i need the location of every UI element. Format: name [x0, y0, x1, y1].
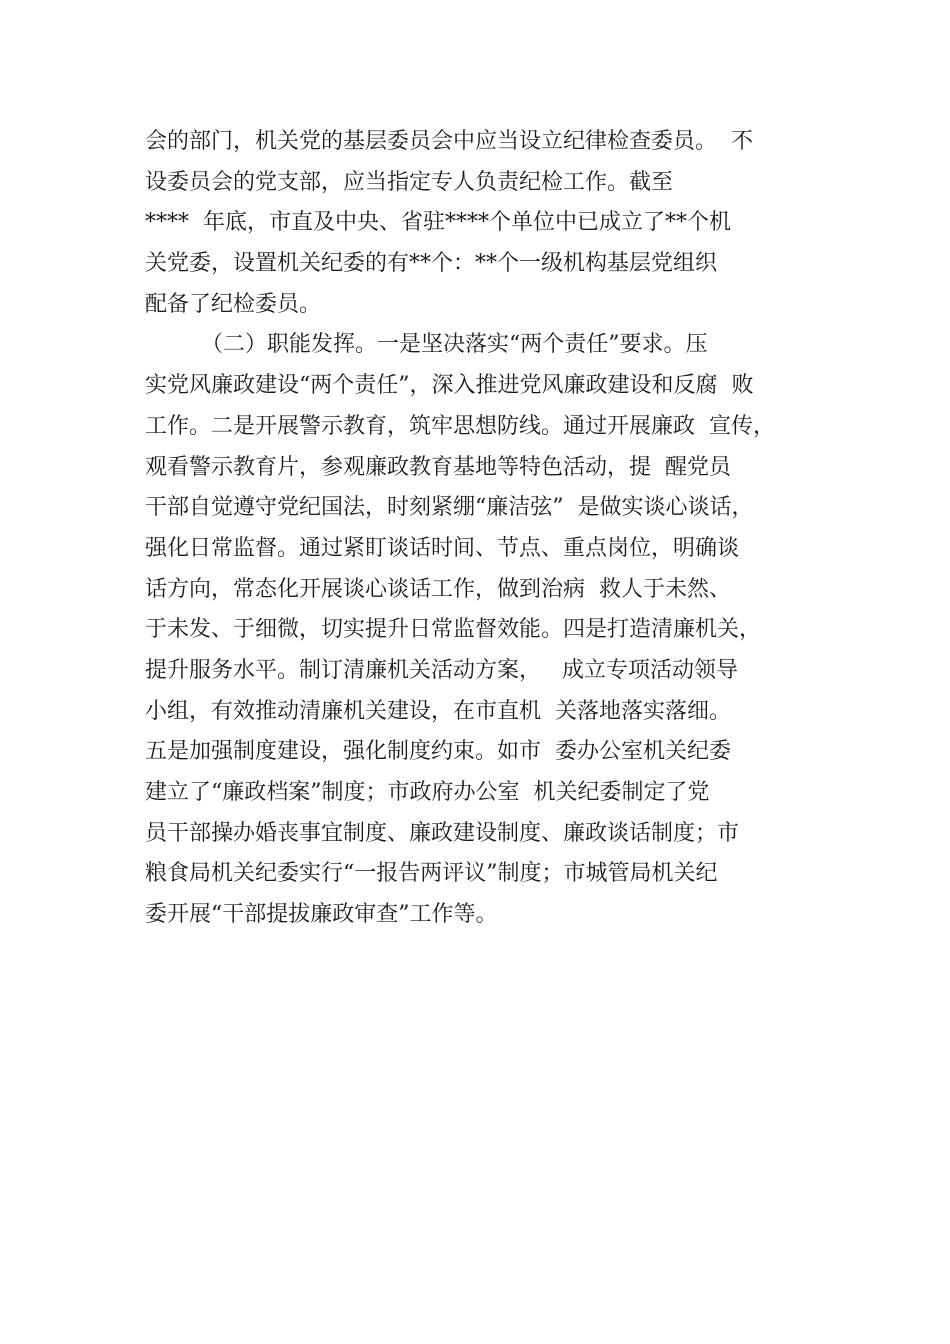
text-line-12: 话方向，常态化开展谈心谈话工作，做到治病 救人于未然、: [145, 576, 731, 602]
body-text: [145, 122, 845, 936]
text-line-17: 建立了“廉政档案”制度；市政府办公室 机关纪委制定了党: [145, 780, 710, 805]
text-line-14: 提升服务水平。制订清廉机关活动方案， 成立专项活动领导: [145, 657, 738, 683]
text-line-16: 五是加强制度建设，强化制度约束。如市 委办公室机关纪委: [145, 739, 731, 765]
text-line-4: 关党委，设置机关纪委的有**个：**个一级机构基层党组织: [145, 251, 718, 277]
text-line-13: 于未发、于细微，切实提升日常监督效能。四是打造清廉机关，: [145, 617, 762, 643]
text-line-1: 会的部门，机关党的基层委员会中应当设立纪律检查委员。 不: [145, 129, 753, 154]
text-line-9: 观看警示教育片，参观廉政教育基地等特色活动，提 醒党员: [145, 454, 731, 480]
text-line-2: 设委员会的党支部，应当指定专人负责纪检工作。截至: [145, 169, 674, 195]
text-line-3: **** 年底，市直及中央、省驻****个单位中已成立了**个机: [145, 210, 731, 236]
text-line-5: 配备了纪检委员。: [145, 291, 322, 317]
text-line-10: 干部自觉遵守党纪国法，时刻紧绷“廉洁弦” 是做实谈心谈话，: [145, 495, 754, 521]
text-line-20: 委开展“干部提拔廉政审查”工作等。: [145, 902, 498, 928]
text-line-11: 强化日常监督。通过紧盯谈话时间、节点、重点岗位，明确谈: [145, 535, 740, 561]
text-line-19: 粮食局机关纪委实行“一报告两评议”制度；市城管局机关纪: [145, 861, 718, 887]
text-line-8: 工作。二是开展警示教育，筑牢思想防线。通过开展廉政 宣传，: [145, 413, 775, 439]
text-line-15: 小组，有效推动清廉机关建设，在市直机 关落地落实落细。: [145, 698, 731, 724]
text-line-18: 员干部操办婚丧事宜制度、廉政建设制度、廉政谈话制度；市: [145, 820, 740, 846]
text-line-6: （二）职能发挥。一是坚决落实“两个责任”要求。压: [145, 332, 708, 358]
text-line-7: 实党风廉政建设“两个责任”，深入推进党风廉政建设和反腐 败: [145, 373, 754, 399]
